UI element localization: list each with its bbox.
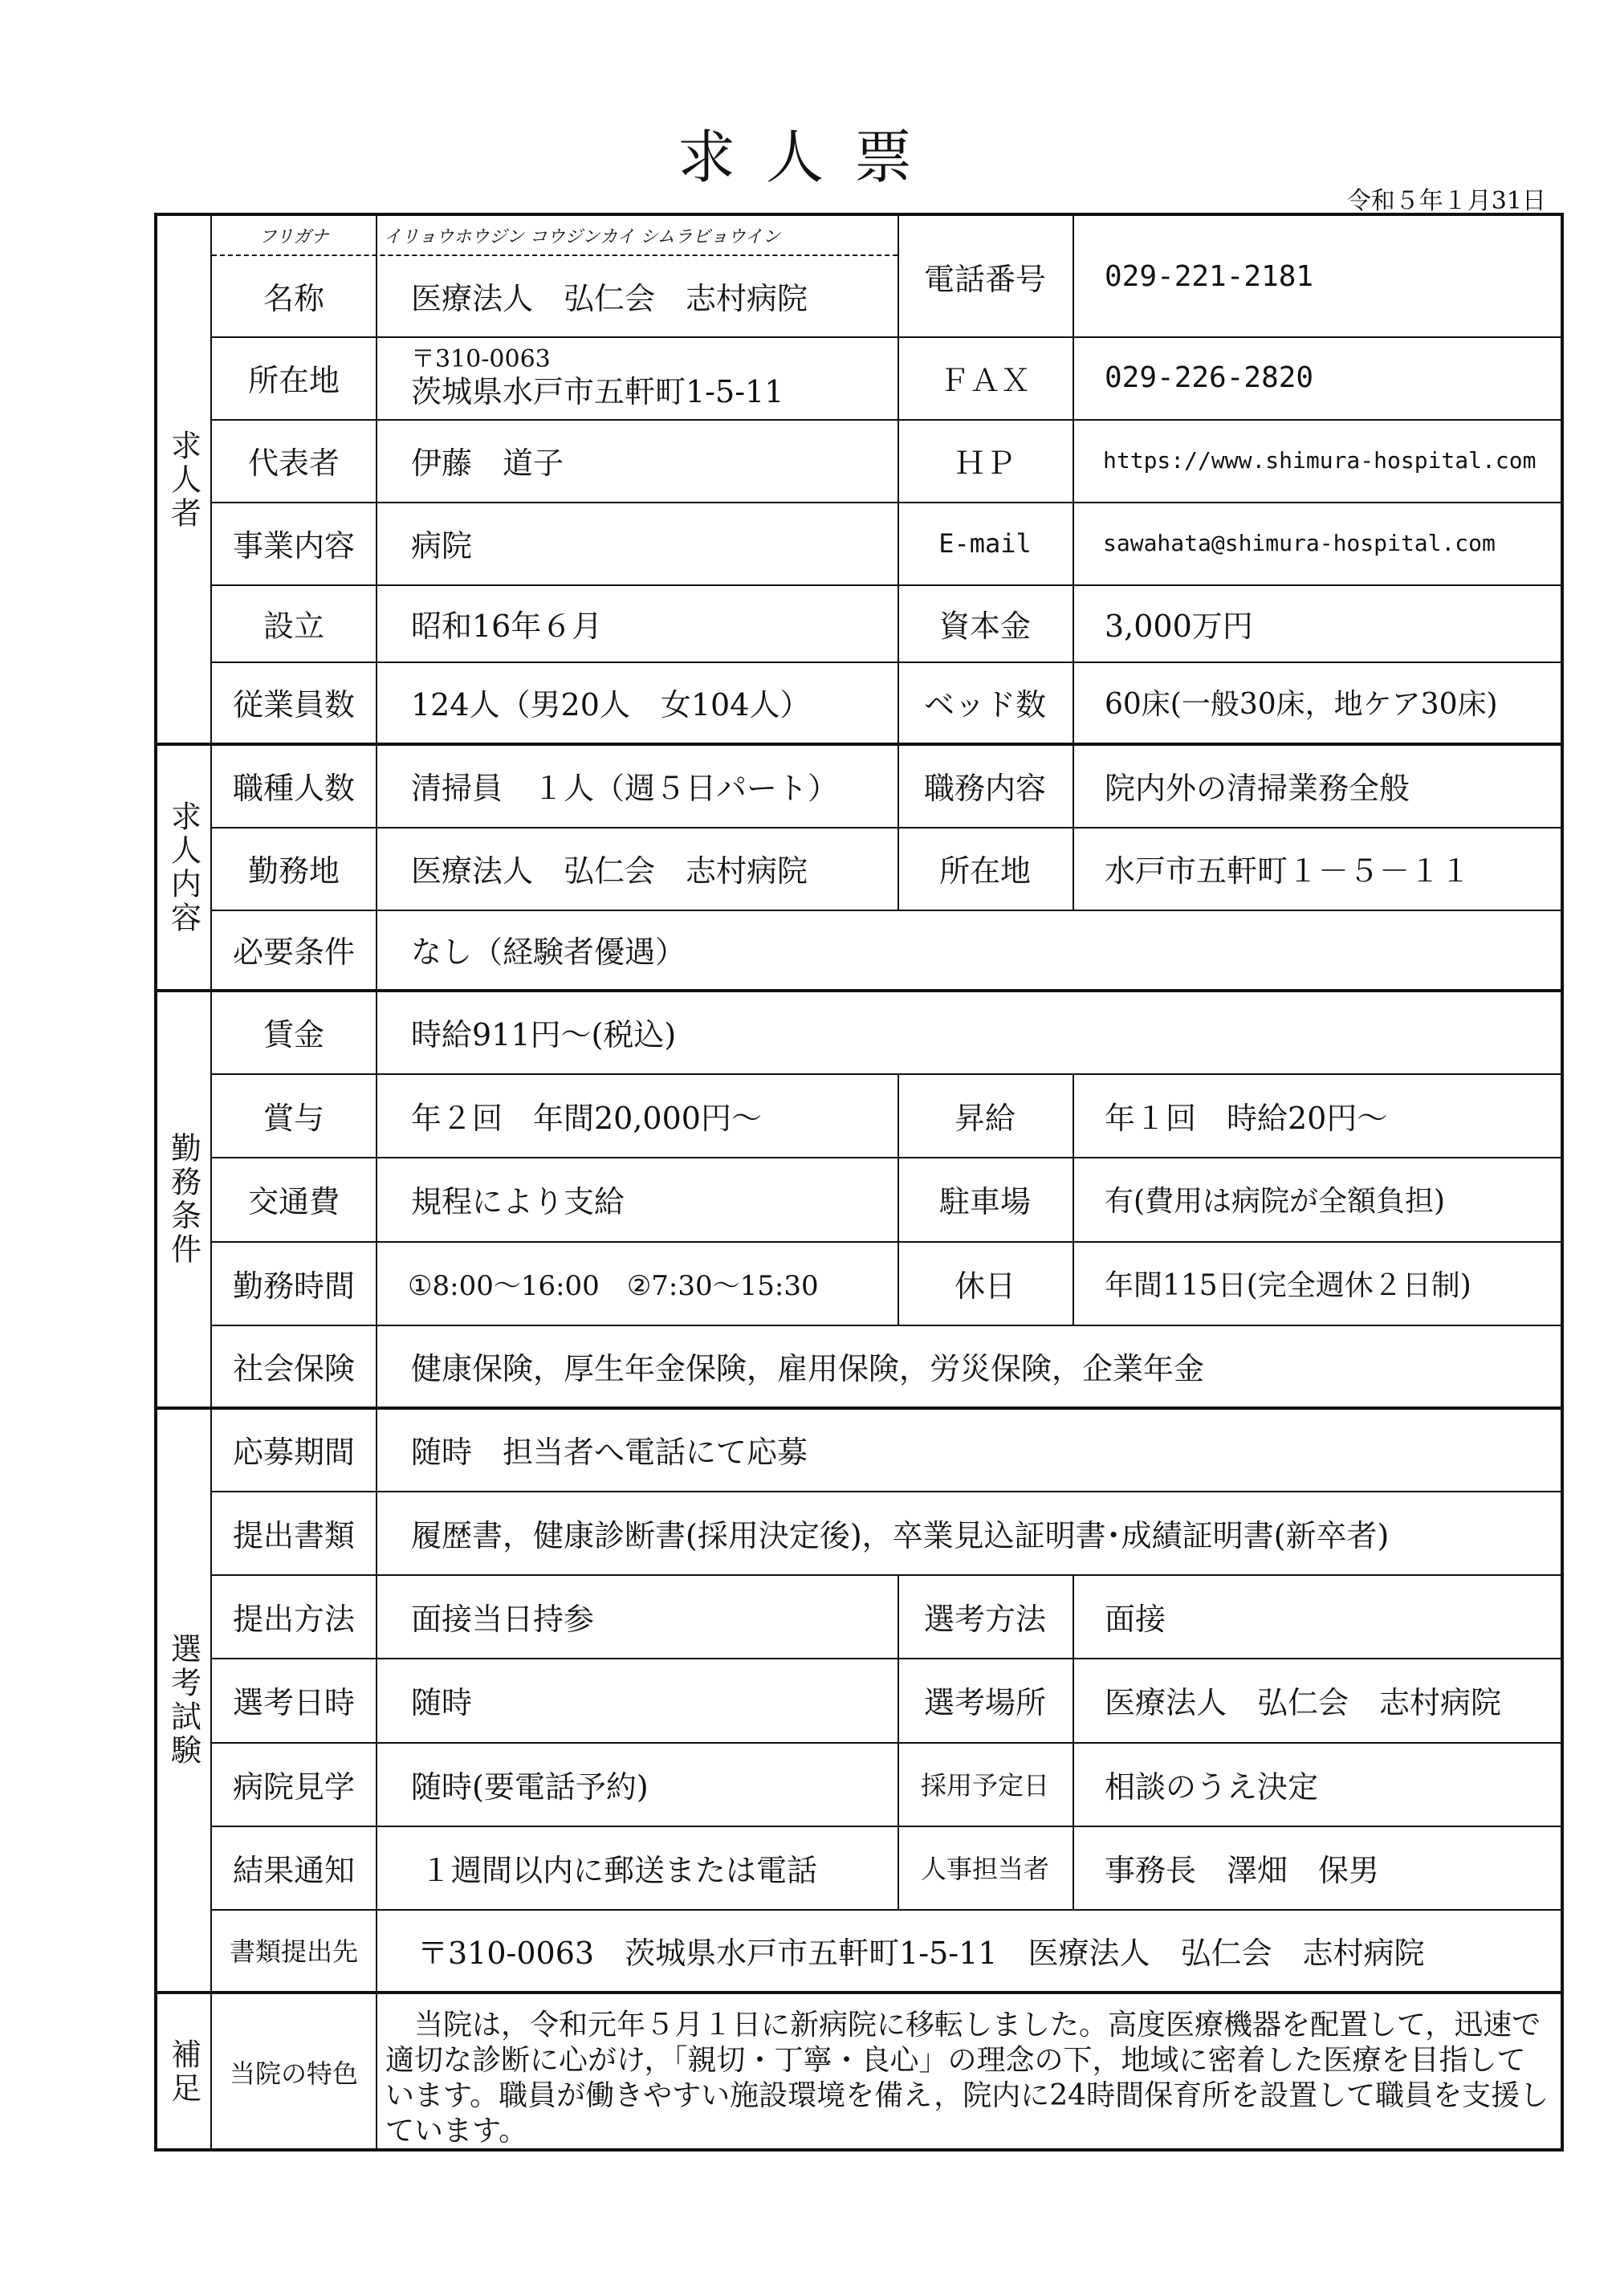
submit-method-label: 提出方法 <box>232 1601 355 1637</box>
result-value: １週間以内に郵送または電話 <box>421 1852 818 1888</box>
phone-value: 029-221-2181 <box>1105 259 1314 293</box>
section-employer: 求人者 <box>157 216 212 744</box>
postal-code: 〒310-0063 <box>411 344 551 373</box>
representative-label: 代表者 <box>247 446 340 481</box>
fax-label: ＦＡＸ <box>938 363 1031 398</box>
workplace-location-label: 所在地 <box>938 853 1031 889</box>
business-value: 病院 <box>411 528 473 564</box>
holidays-label: 休日 <box>954 1268 1016 1304</box>
period-label: 応募期間 <box>232 1435 355 1470</box>
parking-value: 有(費用は病院が全額負担) <box>1105 1185 1446 1218</box>
form-title: 求人票 <box>677 124 942 191</box>
insurance-value: 健康保険，厚生年金保険，雇用保険，労災保険，企業年金 <box>411 1350 1205 1386</box>
visit-value: 随時(要電話予約) <box>411 1769 649 1805</box>
fax-value: 029-226-2820 <box>1105 361 1314 394</box>
job-type-label: 職種人数 <box>232 771 355 806</box>
section-selection: 選考試験 <box>157 1408 212 1993</box>
duties-value: 院内外の清掃業務全般 <box>1105 771 1410 806</box>
hire-date-value: 相談のうえ決定 <box>1105 1769 1319 1805</box>
street-address: 茨城県水戸市五軒町1-5-11 <box>411 373 784 409</box>
founded-label: 設立 <box>263 608 324 644</box>
wage-value: 時給911円～(税込) <box>411 1017 677 1052</box>
phone-label: 電話番号 <box>923 261 1046 297</box>
homepage-link[interactable]: https://www.shimura-hospital.com <box>1103 447 1537 474</box>
homepage-label: ＨＰ <box>954 446 1016 481</box>
features-label: 当院の特色 <box>229 2058 358 2089</box>
selection-method-label: 選考方法 <box>923 1601 1046 1637</box>
hire-date-label: 採用予定日 <box>920 1770 1049 1801</box>
hours-label: 勤務時間 <box>232 1268 355 1304</box>
beds-label: ベッド数 <box>923 687 1046 723</box>
email-link[interactable]: sawahata@shimura-hospital.com <box>1103 530 1496 556</box>
section-conditions: 勤務条件 <box>157 991 212 1408</box>
raise-value: 年１回 時給20円～ <box>1105 1100 1388 1136</box>
selection-place-label: 選考場所 <box>923 1685 1046 1720</box>
selection-method-value: 面接 <box>1105 1601 1166 1637</box>
raise-label: 昇給 <box>954 1100 1016 1136</box>
furigana-value: イリョウホウジン コウジンカイ シムラビョウイン <box>384 226 781 247</box>
hours-value: ①8:00～16:00 ②7:30～15:30 <box>408 1269 819 1302</box>
hr-contact-value: 事務長 澤畑 保男 <box>1105 1852 1380 1888</box>
business-label: 事業内容 <box>232 528 355 564</box>
wage-label: 賃金 <box>263 1017 324 1052</box>
bonus-label: 賞与 <box>263 1100 324 1136</box>
address-label: 所在地 <box>247 363 340 398</box>
submit-method-value: 面接当日持参 <box>411 1601 595 1637</box>
address-value <box>376 336 898 419</box>
capital-label: 資本金 <box>938 608 1031 644</box>
selection-place-value: 医療法人 弘仁会 志村病院 <box>1105 1685 1502 1720</box>
visit-label: 病院見学 <box>232 1769 355 1805</box>
requirements-label: 必要条件 <box>232 934 355 970</box>
beds-value: 60床(一般30床，地ケア30床) <box>1105 688 1498 721</box>
bonus-value: 年２回 年間20,000円～ <box>411 1100 762 1136</box>
name-label: 名称 <box>263 280 324 316</box>
documents-label: 提出書類 <box>232 1517 355 1553</box>
selection-date-value: 随時 <box>411 1685 473 1720</box>
furigana-label: フリガナ <box>258 226 329 247</box>
result-label: 結果通知 <box>232 1852 355 1888</box>
email-label: E-mail <box>938 527 1032 559</box>
workplace-label: 勤務地 <box>247 853 340 889</box>
parking-label: 駐車場 <box>938 1184 1031 1219</box>
duties-label: 職務内容 <box>923 771 1046 806</box>
founded-value: 昭和16年６月 <box>411 608 603 644</box>
name-value: 医療法人 弘仁会 志村病院 <box>411 280 808 316</box>
workplace-value: 医療法人 弘仁会 志村病院 <box>411 853 808 889</box>
send-to-value: 〒310-0063 茨城県水戸市五軒町1-5-11 医療法人 弘仁会 志村病院 <box>417 1935 1425 1971</box>
holidays-value: 年間115日(完全週休２日制) <box>1105 1268 1471 1302</box>
features-text: 当院は，令和元年５月１日に新病院に移転しました。高度医療機器を配置して，迅速で適切な診断に心がけ，「親切・丁寧・良心」の理念の下，地域に密着した医療を目指しています。職員が働きやすい施設環境を備え，院内に24時間保育所を設置して職員を支援しています。 <box>385 2009 1549 2147</box>
insurance-label: 社会保険 <box>232 1350 355 1386</box>
representative-value: 伊藤 道子 <box>411 446 564 481</box>
selection-date-label: 選考日時 <box>232 1685 355 1720</box>
employees-value: 124人（男20人 女104人） <box>411 687 811 723</box>
documents-value: 履歴書，健康診断書(採用決定後)，卒業見込証明書･成績証明書(新卒者) <box>411 1517 1390 1553</box>
job-posting-form <box>154 213 1564 2151</box>
hr-contact-label: 人事担当者 <box>920 1854 1049 1884</box>
workplace-location-value: 水戸市五軒町１－５－１１ <box>1105 853 1471 889</box>
section-job: 求人内容 <box>157 744 212 991</box>
job-type-value: 清掃員 １人（週５日パート） <box>411 771 839 806</box>
transport-value: 規程により支給 <box>411 1184 625 1219</box>
transport-label: 交通費 <box>247 1184 340 1219</box>
section-supplement: 補足 <box>157 1993 212 2151</box>
capital-value: 3,000万円 <box>1105 608 1253 644</box>
period-value: 随時 担当者へ電話にて応募 <box>411 1435 808 1470</box>
issue-date: 令和５年１月31日 <box>1346 187 1546 215</box>
requirements-value: なし（経験者優遇） <box>411 934 686 970</box>
send-to-label: 書類提出先 <box>229 1936 358 1967</box>
employees-label: 従業員数 <box>232 687 355 723</box>
